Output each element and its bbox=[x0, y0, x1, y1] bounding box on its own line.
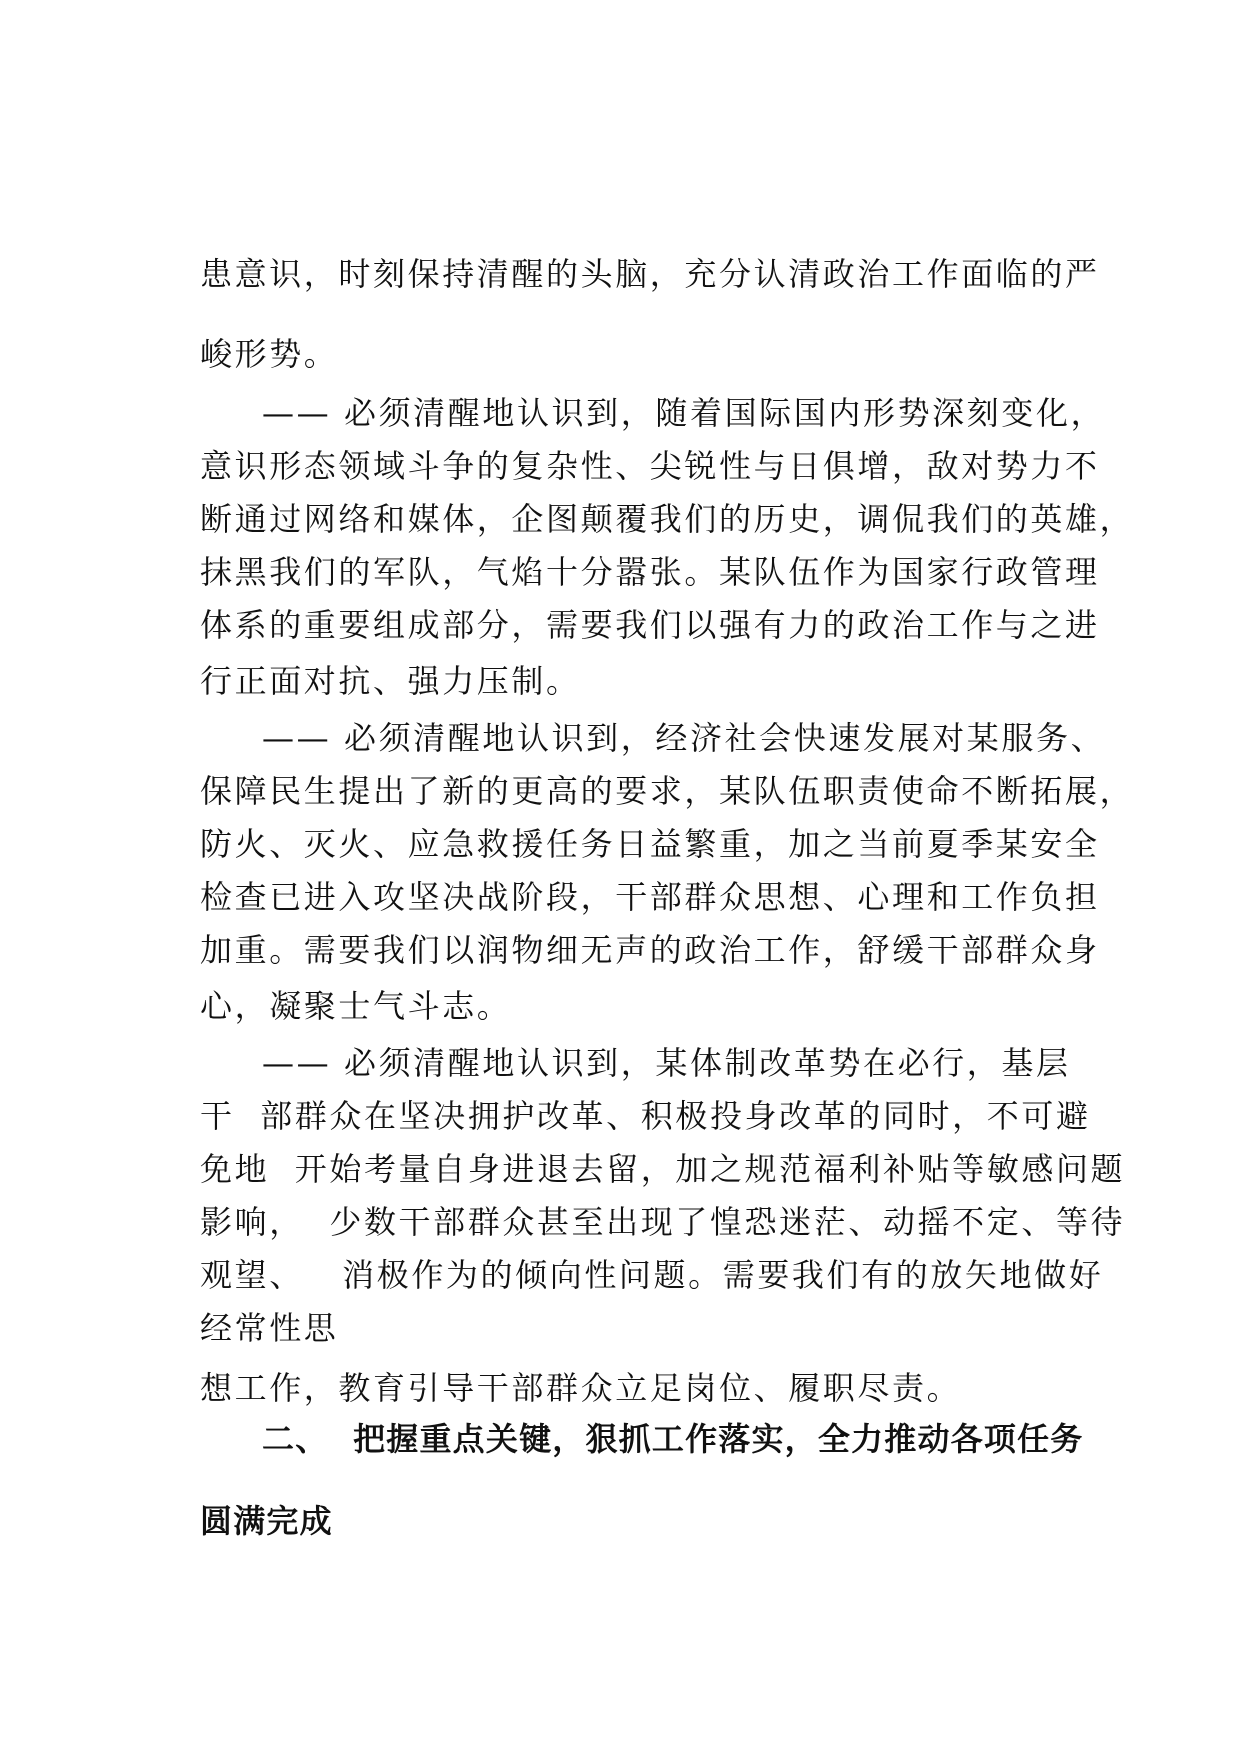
body-line-6: 抹黑我们的军队，气焰十分嚣张。某队伍作为国家行政管理 bbox=[200, 553, 1100, 591]
body-line-17: 免地 开始考量自身进退去留，加之规范福利补贴等敏感问题 bbox=[200, 1150, 1126, 1188]
body-line-7: 体系的重要组成部分，需要我们以强有力的政治工作与之进 bbox=[200, 606, 1100, 644]
body-line-19: 观望、 消极作为的倾向性问题。需要我们有的放矢地做好 bbox=[200, 1256, 1104, 1294]
body-line-3: —— 必须清醒地认识到，随着国际国内形势深刻变化， bbox=[262, 394, 1106, 432]
body-line-21: 想工作，教育引导干部群众立足岗位、履职尽责。 bbox=[200, 1369, 962, 1407]
body-line-18: 影响， 少数干部群众甚至出现了惶恐迷茫、动摇不定、等待 bbox=[200, 1203, 1126, 1241]
body-line-1: 患意识，时刻保持清醒的头脑，充分认清政治工作面临的严 bbox=[200, 255, 1100, 293]
body-line-2: 峻形势。 bbox=[200, 335, 339, 373]
section-heading-line-1: 二、 把握重点关键，狠抓工作落实，全力推动各项任务 bbox=[262, 1420, 1084, 1458]
body-line-14: 心，凝聚士气斗志。 bbox=[200, 987, 512, 1025]
body-line-10: 保障民生提出了新的更高的要求，某队伍职责使命不断拓展， bbox=[200, 772, 1135, 810]
body-line-4: 意识形态领域斗争的复杂性、尖锐性与日俱增，敌对势力不 bbox=[200, 447, 1100, 485]
body-line-11: 防火、灭火、应急救援任务日益繁重，加之当前夏季某安全 bbox=[200, 825, 1100, 863]
body-line-20: 经常性思 bbox=[200, 1309, 339, 1347]
body-line-13: 加重。需要我们以润物细无声的政治工作，舒缓干部群众身 bbox=[200, 931, 1100, 969]
body-line-9: —— 必须清醒地认识到，经济社会快速发展对某服务、 bbox=[262, 719, 1106, 757]
section-heading-line-2: 圆满完成 bbox=[200, 1502, 333, 1540]
body-line-16: 干 部群众在坚决拥护改革、积极投身改革的同时，不可避 bbox=[200, 1097, 1091, 1135]
body-line-15: —— 必须清醒地认识到，某体制改革势在必行，基层 bbox=[262, 1044, 1071, 1082]
body-line-12: 检查已进入攻坚决战阶段，干部群众思想、心理和工作负担 bbox=[200, 878, 1100, 916]
body-line-8: 行正面对抗、强力压制。 bbox=[200, 662, 581, 700]
body-line-5: 断通过网络和媒体，企图颠覆我们的历史，调侃我们的英雄， bbox=[200, 500, 1135, 538]
